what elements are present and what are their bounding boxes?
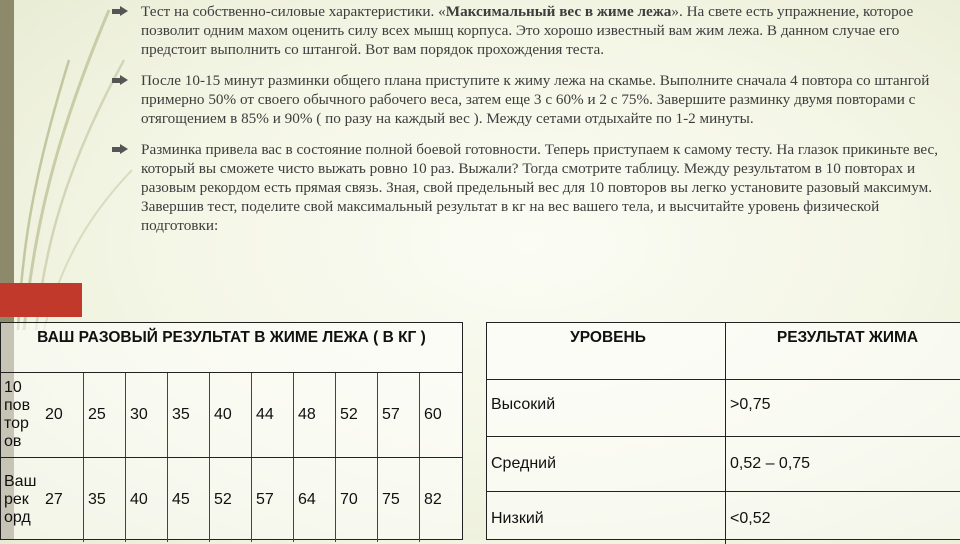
bench-press-table (0, 322, 463, 540)
bullet-3-text: Разминка привела вас в состояние полной боевой готовности. Теперь приступаем к самому тесту. На глазок прикиньте вес, который вы сможете чисто выжать ровно 10 раз. Выжали? Тогда смотрите таблицу. Между результатом в 10 повторах и разовым рекордом есть прямая связь. Зная, свой предельный вес для 10 повторов вы легко установите разовый максимум. Завершив тест, поделите свой максимальный результат в кг на вес вашего тела, и высчитайте уровень физической подготовки: (141, 141, 939, 234)
bullet-1-post: ». На свете есть упражнение, которое позволит одним махом оценить силу всех мышц корпуса. Это хорошо известный вам жим лежа. В данном случае его предстоит выполнить со штангой. Вот вам порядок прохождения теста. (141, 3, 914, 58)
table-cell: 40 (125, 458, 167, 542)
row-label-10-reps: 10 пов тор ов (4, 379, 31, 450)
red-accent-tab (0, 283, 82, 317)
table-cell: 35 (167, 373, 209, 457)
table-row-record (1, 458, 462, 542)
result-cell: 0,52 – 0,75 (725, 437, 960, 491)
result-cell: >0,75 (725, 380, 960, 436)
table-cell: 57 (377, 373, 419, 457)
table-cell: 25 (83, 373, 125, 457)
level-table-header-row (487, 323, 960, 380)
arrow-bullet-icon (112, 144, 128, 155)
table-row (487, 492, 960, 544)
level-cell: Средний (491, 455, 557, 472)
table-row-10-reps (1, 373, 462, 458)
table-cell: 60 (419, 373, 461, 457)
table-cell: 44 (251, 373, 293, 457)
result-cell: <0,52 (725, 492, 960, 544)
table-row (487, 380, 960, 437)
table-cell: 70 (335, 458, 377, 542)
table-cell: 52 (335, 373, 377, 457)
bullet-2-text: После 10-15 минут разминки общего плана приступите к жиму лежа на скамье. Выполните сначала 4 повтора со штангой примерно 50% от своего обычного рабочего веса, затем еще 3 с 60% и 2 с 75%. Завершите разминку двумя повторами с отягощением в 85% и 90% ( по разу на каждый вес ). Между сетами отдыхайте по 1-2 минуты. (141, 72, 930, 127)
bench-press-table-header: ВАШ РАЗОВЫЙ РЕЗУЛЬТАТ В ЖИМЕ ЛЕЖА ( В КГ ) (1, 323, 462, 373)
bullet-item-2 (112, 71, 942, 128)
table-cell: 52 (209, 458, 251, 542)
bullet-item-1 (112, 2, 942, 59)
arrow-bullet-icon (112, 75, 128, 86)
table-cell: 27 (45, 491, 63, 508)
table-row (487, 437, 960, 492)
table-cell: 30 (125, 373, 167, 457)
row-label-record: Ваш рек орд (4, 473, 37, 526)
table-cell: 40 (209, 373, 251, 457)
level-cell: Низкий (491, 510, 544, 527)
table-cell: 82 (419, 458, 461, 542)
level-cell: Высокий (491, 396, 556, 413)
arrow-bullet-icon (112, 6, 128, 17)
table-cell: 48 (293, 373, 335, 457)
table-cell: 64 (293, 458, 335, 542)
bullet-item-3 (112, 140, 942, 235)
bullet-1-pre: Тест на собственно-силовые характеристики. « (141, 3, 446, 20)
table-cell: 75 (377, 458, 419, 542)
table-cell: 20 (45, 406, 63, 423)
table-cell: 57 (251, 458, 293, 542)
level-table (486, 322, 960, 540)
table-cell: 35 (83, 458, 125, 542)
header-level: УРОВЕНЬ (570, 329, 646, 346)
bullet-list (112, 2, 942, 247)
table-cell: 45 (167, 458, 209, 542)
bullet-1-bold: Максимальный вес в жиме лежа (445, 3, 672, 20)
header-result: РЕЗУЛЬТАТ ЖИМА (725, 323, 960, 379)
